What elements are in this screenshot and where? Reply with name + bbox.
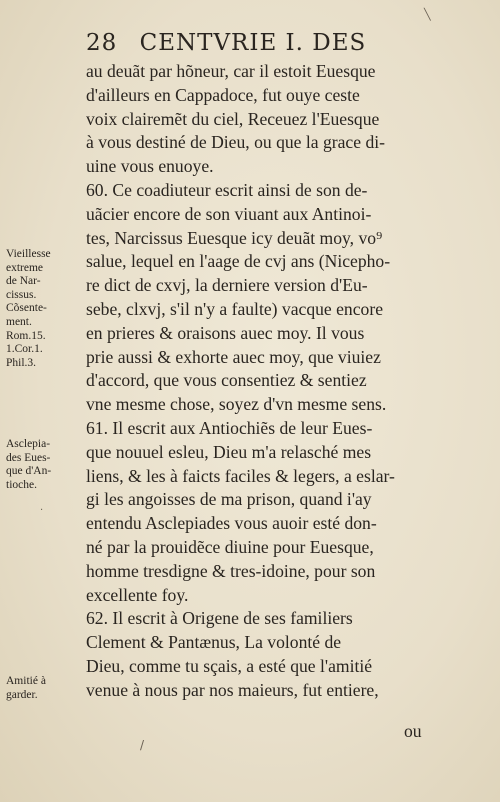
text-line: en prieres & oraisons auec moy. Il vous <box>86 322 365 343</box>
text-line: venue à nous par nos maieurs, fut entiere, <box>86 679 379 700</box>
text-line: salue, lequel en l'aage de cvj ans (Nicepho- <box>86 251 391 272</box>
running-title: CENTVRIE I. DES <box>139 30 367 56</box>
text-line: liens, & les à faicts faciles & legers, a eslar- <box>86 465 395 486</box>
text-line: Dieu, comme tu sçais, a esté que l'amitié <box>86 655 373 676</box>
text-line: voix clairemẽt du ciel, Receuez l'Euesque <box>86 108 380 129</box>
text-line: sebe, clxvj, s'il n'y a faulte) vacque encore <box>86 298 383 319</box>
main-text-block <box>86 60 436 703</box>
text-line: que nouuel esleu, Dieu m'a relasché mes <box>86 441 372 462</box>
text-line: tes, Narcissus Euesque icy deuãt moy, vo⁹ <box>86 227 383 248</box>
text-line: d'ailleurs en Cappadoce, fut ouye ceste <box>86 84 360 105</box>
text-line: gi les angoisses de ma prison, quand i'ay <box>86 489 372 510</box>
margin-note: Asclepia- des Eues- que d'An- tioche. <box>6 438 52 491</box>
ink-speck: ╲ <box>424 8 431 21</box>
margin-note: Amitié à garder. <box>6 675 46 701</box>
text-line: 61. Il escrit aux Antiochiẽs de leur Eues- <box>86 417 373 438</box>
page-number: 28 <box>86 30 118 56</box>
text-line: 62. Il escrit à Origene de ses familiers <box>86 608 353 629</box>
margin-note: Vieillesse extreme de Nar- cissus. Cõsente- ment. Rom.15. 1.Cor.1. Phil.3. <box>6 248 51 369</box>
text-line: vne mesme chose, soyez d'vn mesme sens. <box>86 394 387 415</box>
text-line: uãcier encore de son viuant aux Antinoi- <box>86 203 372 224</box>
catchword: ou <box>404 721 422 741</box>
text-line: au deuãt par hõneur, car il estoit Euesque <box>86 61 376 81</box>
text-line: uine vous enuoye. <box>86 156 214 177</box>
text-line: excellente foy. <box>86 584 189 605</box>
text-line: re dict de cxvj, la derniere version d'Eu- <box>86 275 368 296</box>
text-line: prie aussi & exhorte auec moy, que viuiez <box>86 346 381 367</box>
text-line: homme tresdigne & tres-idoine, pour son <box>86 560 376 581</box>
text-line: d'accord, que vous consentiez & sentiez <box>86 370 367 391</box>
ink-speck: · <box>40 505 44 516</box>
ink-speck: / <box>140 738 145 752</box>
text-line: 60. Ce coadiuteur escrit ainsi de son de- <box>86 179 368 200</box>
text-line: né par la prouidẽce diuine pour Euesque, <box>86 536 374 557</box>
text-line: à vous destiné de Dieu, ou que la grace di- <box>86 132 385 153</box>
text-line: Clement & Pantænus, La volonté de <box>86 632 342 653</box>
text-line: entendu Asclepiades vous auoir esté don- <box>86 513 377 534</box>
running-header <box>86 30 436 56</box>
